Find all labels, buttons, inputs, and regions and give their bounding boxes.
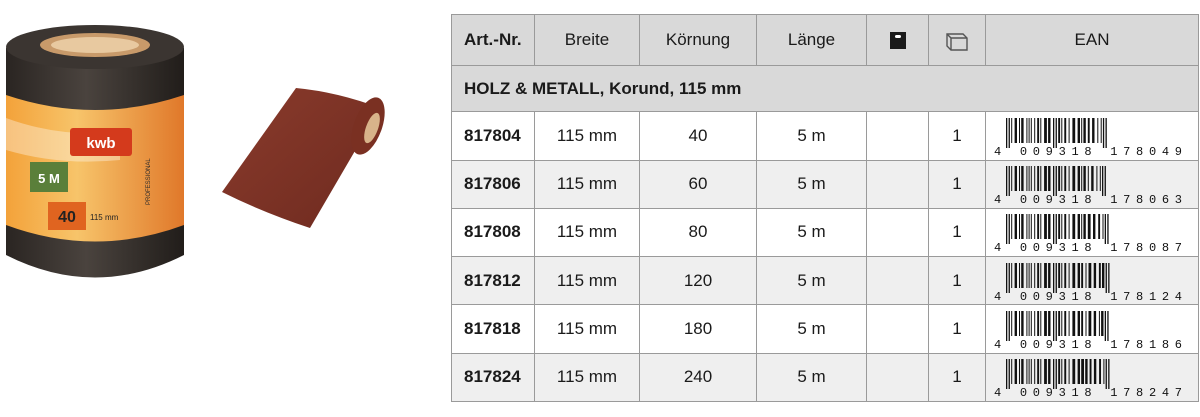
ean-number: 4 009318 178247 <box>994 386 1182 398</box>
ean-barcode <box>994 116 1190 156</box>
table-row <box>452 112 1199 160</box>
ean-barcode <box>994 261 1190 301</box>
cell-breite: 115 mm <box>535 353 640 401</box>
cell-art-nr: 817808 <box>452 208 535 256</box>
header-breite: Breite <box>535 15 640 66</box>
product-illustration <box>0 0 440 412</box>
cell-art-nr: 817806 <box>452 160 535 208</box>
roll-grit-label: 40 <box>58 209 76 226</box>
cell-pack-qty: 1 <box>929 257 986 305</box>
section-title: HOLZ & METALL, Korund, 115 mm <box>452 66 1199 112</box>
cell-breite: 115 mm <box>535 208 640 256</box>
table-row <box>452 160 1199 208</box>
header-pack <box>929 15 986 66</box>
cell-koernung: 80 <box>640 208 757 256</box>
cell-hang <box>867 208 929 256</box>
cell-laenge: 5 m <box>757 353 867 401</box>
brand-logo: kwb <box>86 135 116 152</box>
header-art-nr: Art.-Nr. <box>452 15 535 66</box>
header-hang <box>867 15 929 66</box>
cell-hang <box>867 160 929 208</box>
cell-pack-qty: 1 <box>929 208 986 256</box>
ean-barcode <box>994 357 1190 397</box>
cell-koernung: 60 <box>640 160 757 208</box>
cell-breite: 115 mm <box>535 112 640 160</box>
cell-hang <box>867 305 929 353</box>
cell-pack-qty: 1 <box>929 353 986 401</box>
cell-ean-barcode <box>986 208 1199 256</box>
header-ean: EAN <box>986 15 1199 66</box>
ean-barcode <box>994 212 1190 252</box>
table-row <box>452 353 1199 401</box>
cell-koernung: 240 <box>640 353 757 401</box>
cell-hang <box>867 257 929 305</box>
cell-art-nr: 817804 <box>452 112 535 160</box>
ean-number: 4 009318 178049 <box>994 144 1182 156</box>
sandpaper-roll-unrolled <box>222 88 391 228</box>
cell-art-nr: 817812 <box>452 257 535 305</box>
cell-hang <box>867 353 929 401</box>
cell-koernung: 120 <box>640 257 757 305</box>
roll-side-text: PROFESSIONAL <box>146 158 152 205</box>
cell-ean-barcode <box>986 160 1199 208</box>
product-images <box>0 0 440 412</box>
table-row <box>452 208 1199 256</box>
table-row <box>452 305 1199 353</box>
ean-barcode <box>994 164 1190 204</box>
cell-laenge: 5 m <box>757 160 867 208</box>
header-koernung: Körnung <box>640 15 757 66</box>
cell-art-nr: 817824 <box>452 353 535 401</box>
ean-number: 4 009318 178124 <box>994 289 1182 301</box>
section-row <box>452 66 1199 112</box>
table-header-row <box>452 15 1199 66</box>
cell-ean-barcode <box>986 257 1199 305</box>
cell-art-nr: 817818 <box>452 305 535 353</box>
cell-breite: 115 mm <box>535 257 640 305</box>
cell-laenge: 5 m <box>757 257 867 305</box>
cell-ean-barcode <box>986 112 1199 160</box>
cell-laenge: 5 m <box>757 305 867 353</box>
cell-laenge: 5 m <box>757 112 867 160</box>
ean-number: 4 009318 178063 <box>994 193 1182 205</box>
cell-pack-qty: 1 <box>929 160 986 208</box>
sandpaper-roll-packaged <box>6 25 184 278</box>
cell-pack-qty: 1 <box>929 112 986 160</box>
cell-breite: 115 mm <box>535 305 640 353</box>
header-laenge: Länge <box>757 15 867 66</box>
hang-card-icon <box>889 30 907 50</box>
product-spec-table <box>451 14 1199 402</box>
roll-length-label: 5 M <box>38 171 60 186</box>
cell-koernung: 180 <box>640 305 757 353</box>
package-quantity-icon <box>944 28 970 52</box>
ean-barcode <box>994 309 1190 349</box>
cell-pack-qty: 1 <box>929 305 986 353</box>
cell-ean-barcode <box>986 305 1199 353</box>
cell-koernung: 40 <box>640 112 757 160</box>
table-row <box>452 257 1199 305</box>
cell-hang <box>867 112 929 160</box>
ean-number: 4 009318 178087 <box>994 241 1182 253</box>
roll-width-label: 115 mm <box>90 213 119 222</box>
cell-breite: 115 mm <box>535 160 640 208</box>
ean-number: 4 009318 178186 <box>994 338 1182 350</box>
cell-laenge: 5 m <box>757 208 867 256</box>
cell-ean-barcode <box>986 353 1199 401</box>
